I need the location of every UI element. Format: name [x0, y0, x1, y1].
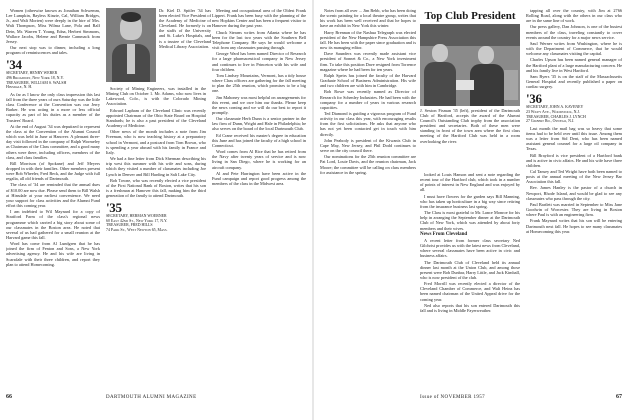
paragraph: Ed Crane received his master's degree in education this June and has joined the faculty of a high school in Connecticut. — [212, 132, 306, 148]
paragraph: The Dartmouth Club of Cleveland held its annual dinner last month at the Union Club, and among those present were Bob Dunbar, Harry Little, and Jack Kimball, who is now president of the club. — [420, 259, 520, 280]
class-34-header — [6, 59, 100, 89]
left-col1b-list — [6, 92, 100, 267]
left-column-2 — [106, 86, 206, 400]
paragraph: Ralph Speirs has joined the faculty of the Harvard Graduate School of Business Administration. His wife and two children are with him in Cambridge. — [320, 72, 416, 89]
paragraph: I must have flowers for the garden says Bill Manning, who has taken up horticulture in a big way since retiring from the insurance business last spring. — [420, 193, 520, 209]
left-page-number: 66 — [6, 394, 12, 400]
right-page-number: 67 — [616, 394, 622, 400]
right-col3b-list — [526, 126, 622, 234]
paragraph: The Class is most grateful to Mr. Lance Monroe for his help in arranging the September dinner at the Dartmouth Club of New York, which was attended by about forty members and their wives. — [420, 210, 520, 231]
paragraph: Frank Maynard writes that his son will be entering Dartmouth next fall. He hopes to see many classmates at Homecoming this year. — [526, 218, 622, 234]
left-column-1 — [6, 8, 100, 400]
left-col1-list — [6, 8, 100, 55]
paragraph: Ned also reports that his son entered Dartmouth this fall and is living in Middle Fayerweather. — [420, 302, 520, 313]
paragraph: A recent letter from former class secretary Ned Gilchrist provides us with the latest news from Cleveland, where several classmates have been active in civic and business affairs. — [420, 237, 520, 259]
paragraph: Fred Morrill was recently elected a director of the Cleveland Chamber of Commerce, and Walt Heinz has been named chairman of the United Appeal drive for the coming year. — [420, 281, 520, 302]
class-34-address: 496 Broadway, New York 18, N.Y. — [6, 76, 64, 80]
paragraph: Bob Rowe was recently named as Director of Research for Schenley Industries. He had been with the company for a number of years in various research capacities. — [320, 89, 416, 110]
club-president-caption: J. Sexton Fisman '35 (left), president of the Dartmouth Club of Hartford, accepts the award of the Alumni Council's Outstanding Club trophy from the association president and secretaries. Both of these men were standing in front of the town area where the first class meeting of the Hartford Club was held in a room overlooking the river. — [420, 108, 520, 144]
right-footer: Issue of NOVEMBER 1957 — [420, 395, 486, 400]
paragraph: As far as I know the only class impression this last fall from the three years of ours Saturday was the little class Conference at the Convention was our Jerry Barker. He was acting in a more or less official capacity as part of his duties as a member of the Trustees' Board. — [6, 91, 100, 123]
right-column-3 — [526, 8, 622, 400]
class-36-header — [526, 93, 622, 123]
paragraph: Society of Mining Engineers, was installed in the Mining Club on October 1. Mr. Adams, who now lives in Lakewood, Colo., is with the Colorado Mining Association. — [106, 86, 206, 107]
paragraph: Ted Diamond is guiding a vigorous program of Fund activity in our class this year, with encouraging results from the first solicitations. He asks that anyone who has not yet been contacted get in touch with him directly. — [320, 110, 416, 137]
class-34-secretary: SECRETARY, HENRY WEBER — [6, 71, 58, 76]
left-column-3 — [212, 8, 306, 400]
right-col3-list — [526, 8, 622, 89]
left-col3b-list — [212, 116, 306, 186]
paragraph: Al and Pete Harrington have been active in the Fund campaign and report good progress among the members of the class in the Midwest area. — [212, 170, 306, 186]
top-club-president-title: Top Club President — [424, 10, 516, 22]
paragraph: Bill Morrison (of Spokane) and Jeff Meyers dropped in with their families. Other members present were Bob Wheeler, Fred Beck, and the Judge with full regalia, all old friends of Dartmouth. — [6, 160, 100, 182]
paragraph: The class of '34 are reminded that the annual dues of $10.00 are now due. Please send them to Bill Walsh at Hinsdale at your earliest convenience. We need your support for class activities and the Alumni Fund effort this coming year. — [6, 182, 100, 209]
right-col2-list — [420, 172, 520, 231]
paragraph: Dave Saunders was recently made assistant vice president of Sonnet & Co., a New York investment firm. To take this position Dave resigned from Torrence magazine where he had been for ten years. — [320, 51, 416, 72]
paragraph: Edward Lapham of the Cleveland Clinic was recently appointed Chairman of the Ohio State Board on Hospital Standards; he is also a past president of the Cleveland Academy of Medicine. — [106, 107, 206, 129]
left-col2-list — [106, 86, 206, 198]
paragraph: Charles Upson has been named general manager of the Hartford plant of a large manufacturing concern. He and his family live in West Hartford. — [526, 57, 622, 73]
paragraph: Our classmate Herb Dunn is a senior partner in the law firm of Dunn, Wright and Hale in Philadelphia; he also serves on the board of the local Dartmouth Club. — [212, 116, 306, 132]
page-gutter — [312, 0, 314, 420]
paragraph: Notes from all over ... Jim Bebb, who has been doing the scenic painting for a local theatre group, writes that his work has been well received and that he hopes to have an exhibit in New York this winter. — [320, 8, 416, 29]
paragraph: tapping all over the country, with Jim at 2766 Rolling Road, along with the others in our class who are in the same line of work. — [526, 8, 622, 24]
paragraph: George Ward has been named Director of Research for a large pharmaceutical company in New Jersey and continues to live in Princeton with his wife and four children. — [212, 51, 306, 72]
paragraph: Meeting and occupational area of the Oldest Frank Lippert. Frank has been busy with the planning of the new Hopkins Center and has been a frequent visitor to Hanover during the past year. — [212, 8, 306, 29]
news-from-cleveland-heading: News From Cleveland — [420, 231, 468, 237]
class-year-35: '35 — [106, 200, 122, 216]
paragraph: Last month the mail bag was so heavy that some items had to be held over until this issue. Among them was a letter from Sid Dent, who has been named assistant general counsel for a large oil company in Texas. — [526, 125, 622, 152]
class-35-treasurer-address: 74 Park St., West Newton 65, Mass. — [106, 228, 168, 233]
class-35-secretary: SECRETARY, HERMAN WOERNER — [106, 214, 167, 219]
paragraph: Women (otherwise known as Jonathan Schwemm, Lee Lumpkin, Bayless Kinzie, Cal, William Bridges, Jr., and Walt Morten) were deeply in the hire of Mrs. Walt Thompson, Miss Wilma Lane, Pola and Ralf Dein, Mr. Warren T. Young, Edna, Herbert Simmons, Wallace Jacobs, Helene and Bernie Cammack from Jersey. — [6, 8, 100, 44]
paragraph: Our next stop was to dinner, including a long program of reminiscences and tales. — [6, 45, 100, 56]
class-34-treasurer-address: Hinsdale, N. H. — [6, 85, 33, 90]
paragraph: Harry Brennan of the Nashua Telegraph was elected president of the New Hampshire Press Association this fall. He has been with the paper since graduation and is now its managing editor. — [320, 29, 416, 51]
left-footer: DARTMOUTH ALUMNI MAGAZINE — [106, 395, 197, 400]
paragraph: Rev. James Hanley is the pastor of a church in Newport, Rhode Island, and would be glad to see any classmates who pass through the city. — [526, 185, 622, 201]
paragraph: Tom Lindsey Mountains, Vermont, has a tidy house where Class officers are gathering for the fall meeting to plan the 25th reunion, which promises to be a big one. — [212, 72, 306, 94]
paragraph: We had a fine letter from Dick Sherman describing his trip west this summer with his wife and sons, during which they visited a number of classmates including Joe Lynch in Denver and Bill Harding in Salt Lake City. — [106, 156, 206, 177]
paragraph: Jim Mahoney was most helpful on arrangements for this event, and we owe him our thanks. Please keep the news coming and we will do our best to report it promptly. — [212, 94, 306, 115]
paragraph: Saul Werner writes from Washington, where he is with the Department of Commerce, that he would welcome any classmates visiting the capital. — [526, 40, 622, 57]
paragraph: looked at Louis Hanson and sent a note regarding the recent tour of the Hartford club, which took in a number of points of interest in New England and was enjoyed by all. — [420, 172, 520, 193]
class-35-treasurer: TREASURER, FRED HILLS — [106, 223, 153, 228]
class-34-treasurer: TREASURER, WILLIAM S. WALSH — [6, 80, 67, 85]
paragraph: Bob Towne, who was recently elected a vice president of the First National Bank of Boston, writes that his son is a freshman at Hanover this fall, making him the third generation of the family to attend Dartmouth. — [106, 177, 206, 199]
class-year-36: '36 — [526, 91, 542, 107]
right-column-1 — [320, 8, 416, 400]
paragraph: Our press gallery, Dan Johnson, is one of the busiest members of the class, traveling constantly to cover events around the country for a major news service. — [526, 24, 622, 40]
paragraph: At the end of August '34 was deputized to represent the class at the Convention of the Alumni Council which was held in June at Hanover. A pleasant three-day visit followed in the company of Ralph Wormeley as Chairman of the Class committee, and a good many others were there, including officers, members of the class, and class families. — [6, 123, 100, 160]
left-col3-list — [212, 8, 306, 115]
paragraph: Bill Brayford is vice president of a Hartford bank and is active in civic affairs. He and his wife have three children. — [526, 152, 622, 168]
paragraph: Other news of the month includes a note from Jim Freeman, who is now teaching history at a preparatory school in Vermont, and a postcard from Tom Brown, who is spending a year abroad with his family in France and Italy. — [106, 129, 206, 155]
right-col1-list — [320, 8, 416, 175]
right-col2b-list — [420, 238, 520, 313]
club-president-photo — [420, 24, 520, 106]
paragraph: Sam Byers '35 is on the staff of the Massachusetts General Hospital and recently published a paper on cardiac surgery. — [526, 73, 622, 90]
left-page — [6, 8, 306, 406]
paragraph: Cal Tansey and Ted Wright have both been named to posts at the annual meeting of the New Jersey Bar Association this fall. — [526, 168, 622, 185]
paragraph: John Peabody is president of the Kiwanis Club in Cape May, New Jersey, and Phil Dodd continues to serve on the city council there. — [320, 137, 416, 154]
portrait-caption-spitler: Dr. Kiel D. Spitler '34 has been elected Vice President of the Academy of Medicine of Cleveland. He formerly is on the staffs of the University and St. Luke's Hospitals, and is a trustee of the Cleveland Medical Library Association. — [159, 8, 211, 49]
paragraph: Paul Bartlett was married in September to Miss Jane Goodwin of Worcester. They are living in Boston where Paul is with an engineering firm. — [526, 201, 622, 218]
portrait-photo-spitler — [106, 8, 156, 82]
paragraph: Word has come from Al Lundgren that he has joined the firm of Fenton and Sons, a New York advertising agency. He and his wife are living in Scarsdale with their three children, and report they plan to attend Homecoming. — [6, 241, 100, 267]
paragraph: Chuck Stearns writes from Atlanta where he has been for the last two years with the Southern Bell Telephone Company. He says he would welcome a visit from any classmates passing through. — [212, 29, 306, 51]
paragraph: Word comes from Al Rice that he has retired from the Navy after twenty years of service and is now living in San Diego, where he is working for an aircraft company. — [212, 149, 306, 170]
paragraph: I am indebted to Wil Maynard for a copy of Stratford Farm of the class's regional news programme which carried a big story about some of our classmates in the Boston area. He noted that several of us had gathered for a small reunion at the Harvard game this fall. — [6, 209, 100, 240]
right-column-2 — [420, 172, 520, 400]
class-36-secretary: SECRETARY, JOHN A. KAVENEY — [526, 105, 584, 110]
class-year-34: '34 — [6, 57, 22, 73]
class-35-header — [106, 202, 206, 232]
class-36-address: 23 Wiley Ave., Woodstock, N.J. — [526, 109, 580, 114]
paragraph: Our nominations for the 25th reunion committee are Pat Lord, Louie Davis, and the reunion chairman, Jack Moore; the committee will be calling on class members for assistance in the spring. — [320, 154, 416, 175]
class-36-treasurer: TREASURER, CHARLES J. LYNCH — [526, 114, 586, 119]
right-page — [320, 8, 622, 406]
class-35-address: 60 East 42nd St., New York 17, N.Y. — [106, 218, 168, 223]
class-36-treasurer-address: 27 Gilbert Rd., Oswego, N.J. — [526, 119, 575, 124]
